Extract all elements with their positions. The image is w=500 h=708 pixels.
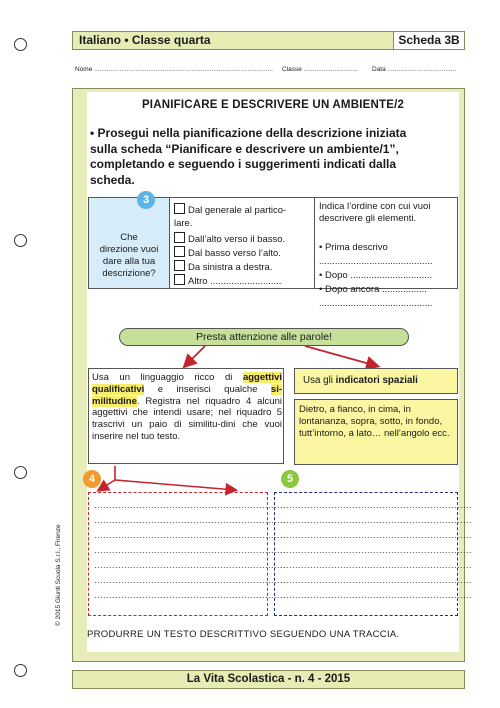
option-sinistra-destra[interactable]: Da sinistra a destra. [174, 260, 272, 273]
writing-line[interactable]: ................................................................ [94, 575, 287, 585]
writing-line[interactable]: ................................................................ [280, 575, 473, 585]
option-basso-alto[interactable]: Dal basso verso l’alto. [174, 246, 281, 259]
adjectives-text: Usa un linguaggio ricco di aggettivi qualificativi e inserisci qualche si-militudine. Registra nel riquadro 4 alcuni aggettivi che intendi usare; nel riquadro 5 trascrivi un paio di similitu-dini che vuoi inserire nel tuo testo. [92, 372, 282, 442]
footer-bar: La Vita Scolastica - n. 4 - 2015 [72, 670, 465, 689]
writing-line[interactable]: ................................................................ [280, 590, 473, 600]
number-badge-5: 5 [281, 470, 299, 488]
nome-field[interactable]: Nome ................................................................................................... [75, 66, 273, 73]
number-badge-3: 3 [137, 191, 155, 209]
checkbox[interactable] [174, 203, 185, 214]
binder-hole [14, 664, 27, 677]
writing-line[interactable]: ................................................................ [94, 545, 287, 555]
question-text: Che direzione vuoi dare alla tua descrizione? [99, 232, 159, 279]
order-instruction-cont: descrivere gli elementi. [319, 213, 417, 224]
subject-title: Italiano • Classe quarta [79, 33, 211, 47]
arrow-right [305, 346, 377, 366]
order-instruction: Indica l’ordine con cui vuoi [319, 201, 431, 212]
option-alto-basso[interactable]: Dall’alto verso il basso. [174, 232, 285, 245]
dopo-ancora-line[interactable]: • Dopo ancora ................. [319, 284, 427, 295]
option-generale[interactable]: Dal generale al partico- [174, 203, 286, 216]
writing-line[interactable]: ................................................................ [280, 530, 473, 540]
writing-line[interactable]: ................................................................ [94, 590, 287, 600]
instructions: • Prosegui nella pianificazione della descrizione iniziata sulla scheda “Pianificare e descrivere un ambiente/1”, completando e seguendo i suggerimenti indicati dalla scheda. [90, 126, 407, 187]
answer-line[interactable]: ........................................... [319, 256, 433, 267]
checkbox[interactable] [174, 260, 185, 271]
checkbox[interactable] [174, 246, 185, 257]
writing-lines-4[interactable] [94, 498, 287, 603]
answer-line-final[interactable]: ........................................... [319, 298, 433, 309]
number-badge-4: 4 [83, 470, 101, 488]
table-divider [314, 197, 315, 289]
worksheet-title: PIANIFICARE E DESCRIVERE UN AMBIENTE/2 [141, 99, 405, 111]
data-field[interactable]: Data ...................................... [372, 66, 457, 73]
writing-line[interactable]: ................................................................ [280, 500, 473, 510]
binder-hole [14, 234, 27, 247]
arrow-to-4b [115, 480, 235, 490]
arrow-to-4 [99, 480, 115, 490]
classe-field[interactable]: Classe .............................. [282, 66, 358, 73]
writing-lines-5[interactable] [280, 498, 473, 603]
checkbox[interactable] [174, 274, 185, 285]
writing-line[interactable]: ................................................................ [280, 545, 473, 555]
prima-descrivo: • Prima descrivo [319, 242, 388, 253]
writing-line[interactable]: ................................................................ [280, 560, 473, 570]
binder-hole [14, 38, 27, 51]
option-generale-cont: lare. [174, 218, 193, 229]
writing-line[interactable]: ................................................................ [94, 500, 287, 510]
writing-line[interactable]: ................................................................ [280, 515, 473, 525]
objective-caption: PRODURRE UN TESTO DESCRITTIVO SEGUENDO UNA TRACCIA. [87, 629, 400, 640]
scheda-label: Scheda 3B [393, 31, 465, 50]
spatial-indicators-title: Usa gli indicatori spaziali [294, 368, 458, 394]
writing-line[interactable]: ................................................................ [94, 560, 287, 570]
spatial-indicators-examples: Dietro, a fianco, in cima, in lontananza, sopra, sotto, in fondo, tutt’intorno, a lato… nell’angolo ecc. [299, 404, 450, 439]
writing-line[interactable]: ................................................................ [94, 530, 287, 540]
checkbox[interactable] [174, 232, 185, 243]
binder-hole [14, 466, 27, 479]
option-altro[interactable]: Altro ........................... [174, 274, 281, 287]
writing-line[interactable]: ................................................................ [94, 515, 287, 525]
dopo-line[interactable]: • Dopo ............................... [319, 270, 433, 281]
arrow-left [185, 346, 205, 366]
attention-banner: Presta attenzione alle parole! [119, 328, 409, 346]
copyright-text: © 2015 Giunti Scuola S.r.l., Firenze [55, 524, 62, 626]
